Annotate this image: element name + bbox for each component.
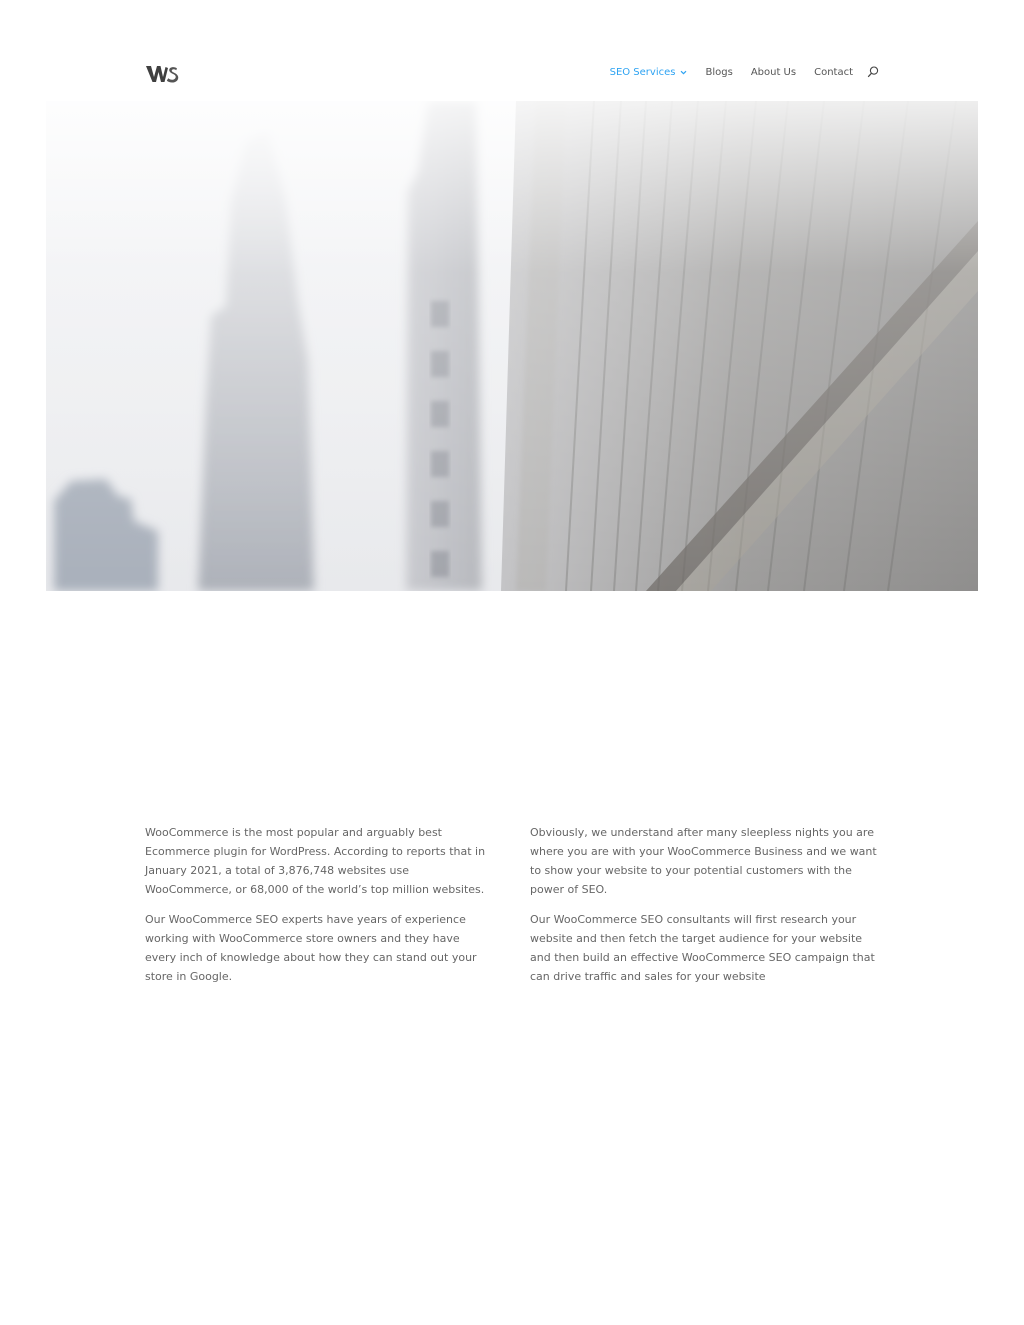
chevron-down-icon bbox=[680, 69, 687, 76]
intro-content bbox=[145, 823, 880, 997]
nav-item-blogs[interactable] bbox=[705, 67, 732, 78]
content-column-left bbox=[145, 823, 493, 997]
nav-item-about-us[interactable] bbox=[751, 67, 796, 78]
nav-item-label: About Us bbox=[750, 66, 797, 78]
ws-logo-icon bbox=[146, 63, 180, 84]
paragraph: Obviously, we understand after many sleepless nights you are where you are with your WooCommerce Business and we want to show your website to your potential customers with the power of SEO. bbox=[530, 826, 877, 896]
paragraph: Our WooCommerce SEO consultants will first research your website and then fetch the target audience for your website and then build an effective WooCommerce SEO campaign that can drive traffic and sales for your website bbox=[530, 913, 875, 983]
nav-item-label: Contact bbox=[814, 66, 853, 78]
site-logo[interactable] bbox=[146, 63, 180, 84]
site-header bbox=[46, 0, 978, 102]
main-nav bbox=[610, 66, 879, 78]
content-column-right bbox=[530, 823, 880, 997]
paragraph: Our WooCommerce SEO experts have years of experience working with WooCommerce store owners and they have every inch of knowledge about how they can stand out your store in Google. bbox=[145, 913, 477, 983]
nav-item-label: Blogs bbox=[705, 66, 733, 78]
nav-item-seo-services[interactable] bbox=[610, 67, 688, 78]
nav-item-contact[interactable] bbox=[814, 67, 853, 78]
paragraph: WooCommerce is the most popular and arguably best Ecommerce plugin for WordPress. According to reports that in January 2021, a total of 3,876,748 websites use WooCommerce, or 68,000 of the world’s top million websites. bbox=[145, 826, 486, 896]
nav-item-label: SEO Services bbox=[609, 66, 676, 78]
search-icon[interactable] bbox=[867, 66, 879, 78]
hero-image bbox=[46, 101, 978, 591]
city-skyline-image bbox=[46, 101, 978, 591]
